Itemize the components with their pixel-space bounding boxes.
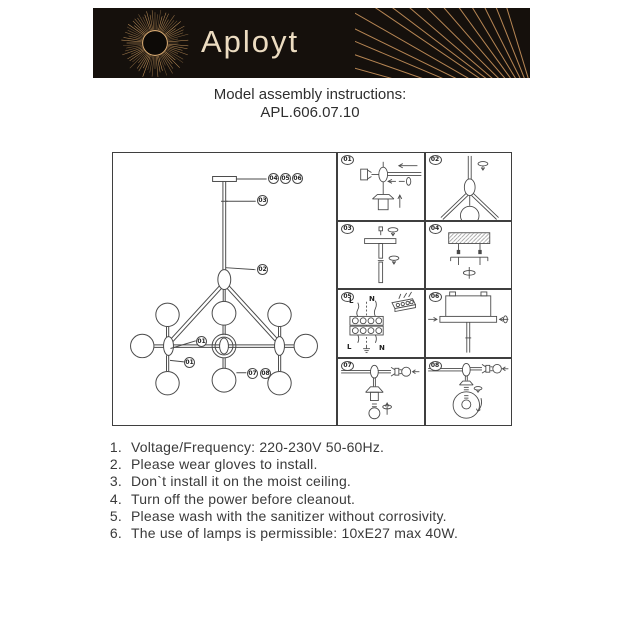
chandelier-overview (112, 152, 337, 426)
callout-04: 04 (269, 175, 278, 182)
list-item (103, 525, 543, 542)
step-number: 05 (341, 292, 354, 302)
callout-07: 07 (248, 370, 257, 377)
item-number: 1. (109, 439, 122, 455)
ground-icon (363, 345, 370, 353)
step-panel-03 (337, 221, 425, 290)
step-panel-07 (337, 358, 425, 427)
callout-08: 08 (261, 370, 270, 377)
neutral-label-top: N (369, 295, 375, 303)
step-number: 03 (341, 224, 354, 234)
step-number: 08 (429, 361, 442, 371)
live-label-top: L (349, 297, 354, 305)
list-item (103, 473, 543, 490)
item-number: 5. (109, 507, 122, 524)
chandelier-drawing (113, 153, 336, 425)
terminal-block-icon (392, 292, 415, 312)
neutral-label-bottom: N (379, 344, 385, 352)
item-text: Turn off the power before cleanout. (131, 490, 356, 507)
list-item (103, 456, 543, 473)
item-number: 4. (109, 490, 122, 507)
sheet-title: Model assembly instructions: (213, 86, 407, 103)
callout-01-lower: 01 (185, 359, 194, 366)
step-number: 04 (429, 224, 442, 234)
item-text: Don`t install it on the moist ceiling. (131, 473, 352, 490)
callout-03: 03 (258, 197, 267, 204)
brand-name: Aployt (201, 24, 300, 59)
item-text: Voltage/Frequency: 220-230V 50-60Hz. (131, 439, 385, 455)
sunburst-icon (121, 9, 189, 77)
item-text: The use of lamps is permissible: 10xE27 max 40W. (131, 525, 459, 542)
item-text: Please wear gloves to install. (131, 456, 318, 473)
assembly-steps-grid (337, 152, 512, 426)
item-number: 6. (109, 525, 122, 542)
list-item (103, 508, 543, 525)
step-number: 02 (429, 155, 442, 165)
item-number: 3. (109, 473, 122, 490)
step-panel-01 (337, 152, 425, 221)
step-panel-05 (337, 289, 425, 358)
item-text: Please wash with the sanitizer without corrosivity. (131, 507, 447, 524)
list-item (103, 491, 543, 508)
step-number: 07 (341, 361, 354, 371)
live-label-bottom: L (347, 343, 352, 351)
assembly-diagram (112, 152, 512, 426)
decorative-rays-icon (355, 8, 530, 78)
callout-02: 02 (258, 266, 267, 273)
item-number: 2. (109, 456, 122, 473)
step-panel-04 (425, 221, 513, 290)
safety-instructions-list (103, 439, 543, 542)
list-item (103, 439, 543, 456)
step-number: 06 (429, 292, 442, 302)
callout-05: 05 (281, 175, 290, 182)
step-panel-08 (425, 358, 513, 427)
step-number: 01 (341, 155, 354, 165)
brand-banner (93, 8, 530, 78)
callout-06: 06 (293, 175, 302, 182)
step-panel-02 (425, 152, 513, 221)
step-panel-06 (425, 289, 513, 358)
model-code: APL.606.07.10 (260, 104, 360, 121)
callout-01-upper: 01 (197, 338, 206, 345)
